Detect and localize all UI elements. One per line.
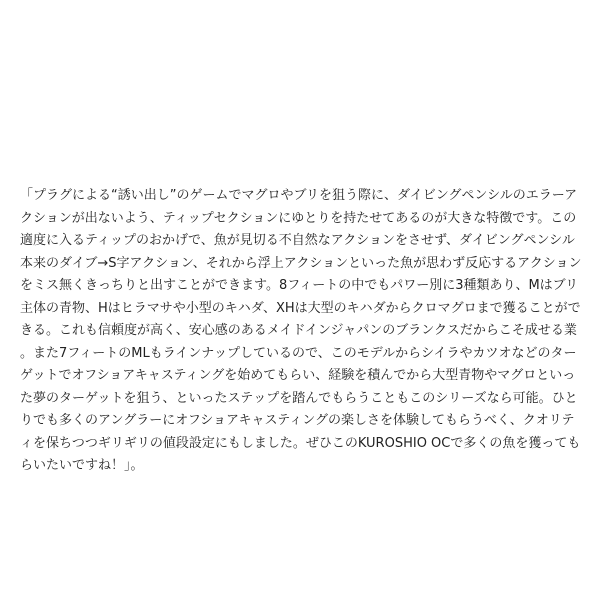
article-body-text: 「プラグによる“誘い出し”のゲームでマグロやブリを狙う際に、ダイビングペンシルのエラーアクションが出ないよう、ティップセクションにゆとりを持たせてあるのが大きな特徴です。この適度に入るティップのおかげで、魚が見切る不自然なアクションをさせず、ダイビングペンシル本来のダイブ→S字アクション、それから浮上アクションといった魚が思わず反応するアクションをミス無くきっちりと出すことができます。8フィートの中でもパワー別に3種類あり、Mはブリ主体の青物、Hはヒラマサや小型のキハダ、XHは大型のキハダからクロマグロまで獲ることができる。これも信頼度が高く、安心感のあるメイドインジャパンのブランクスだからこそ成せる業。また7フィートのMLもラインナップしているので、このモデルからシイラやカツオなどのターゲットでオフショアキャスティングを始めてもらい、経験を積んでから大型青物やマグロといった夢のターゲットを狙う、といったステップを踏んでもらうこともこのシリーズなら可能。ひとりでも多くのアングラーにオフショアキャスティングの楽しさを体験してもらうべく、クオリティを保ちつつギリギリの値段設定にもしました。ぜひこのKUROSHIO OCで多くの魚を獲ってもらいたいですね！」。 xyxy=(20,188,582,473)
